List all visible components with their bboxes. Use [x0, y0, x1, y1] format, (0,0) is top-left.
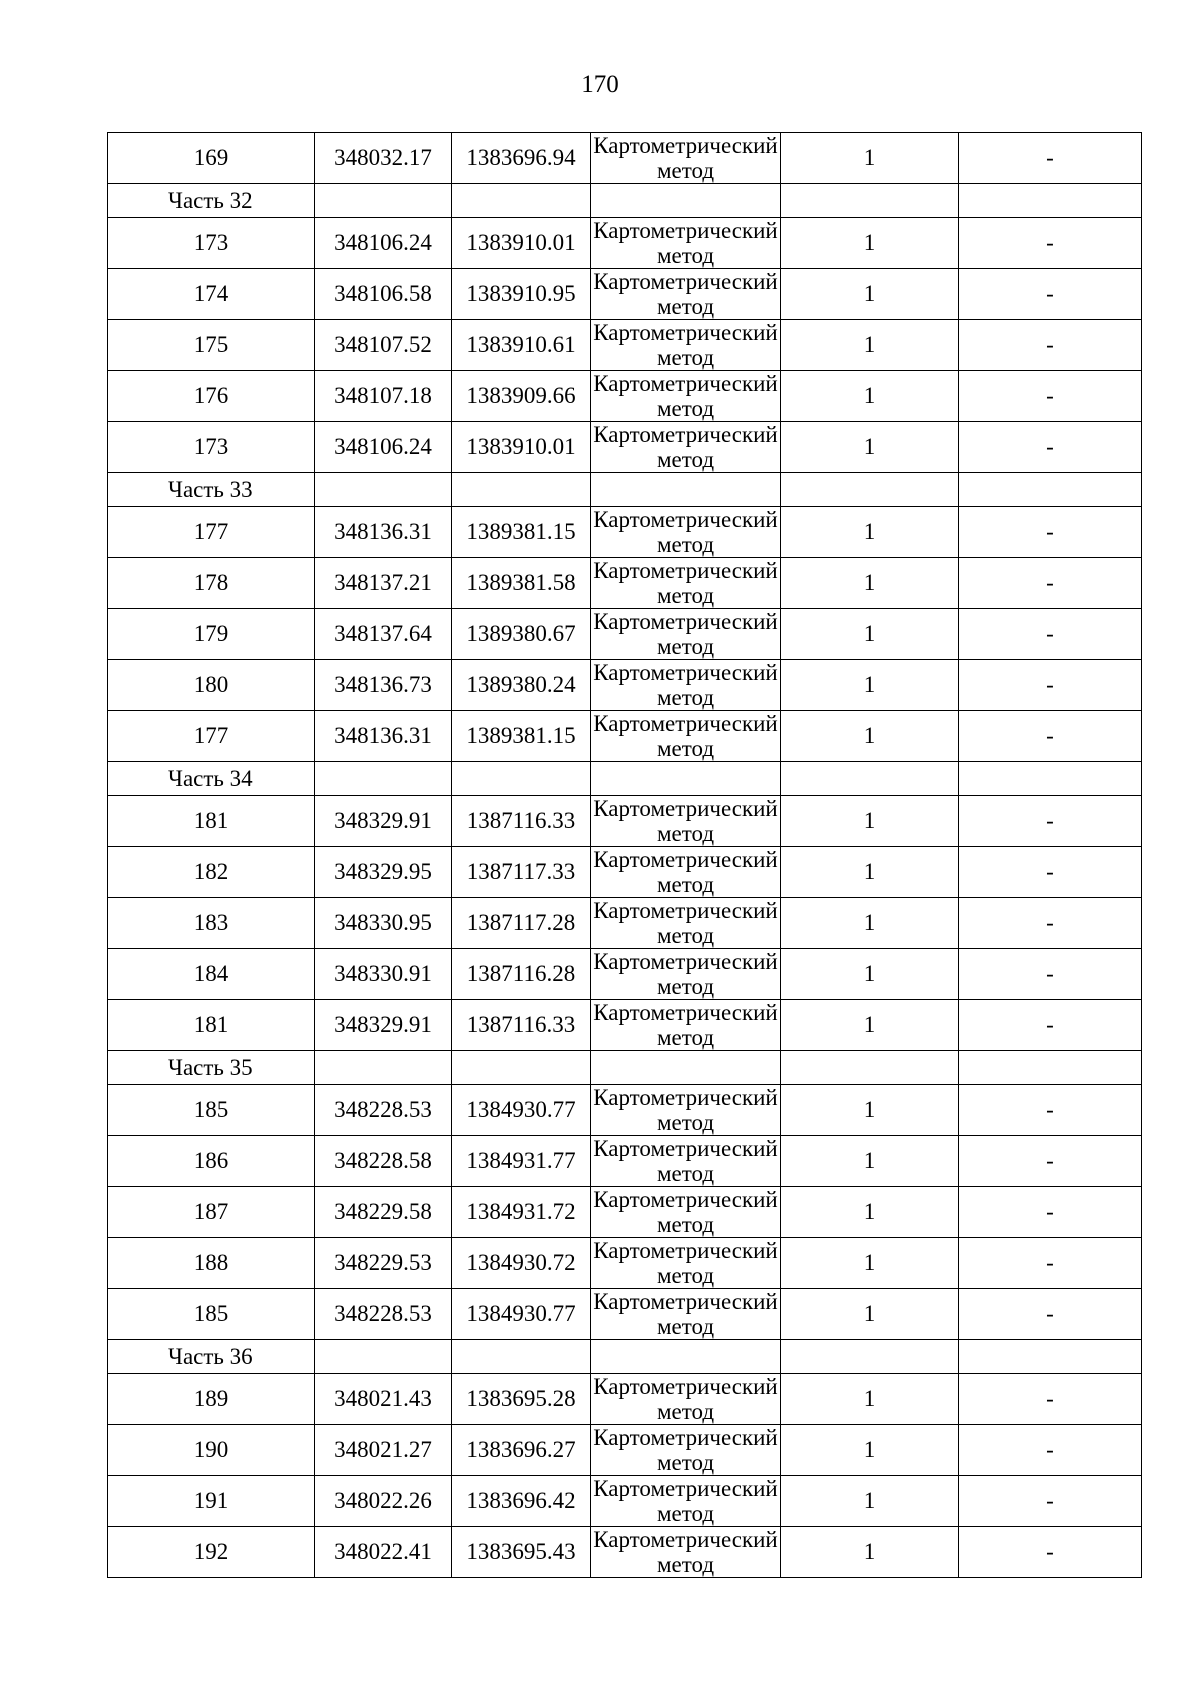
- method-text: Картометрический метод: [593, 949, 778, 999]
- method-cell: [591, 269, 781, 320]
- table-row: [108, 609, 1142, 660]
- table-row: [108, 1000, 1142, 1051]
- table-row: [108, 898, 1142, 949]
- y-coordinate-cell: 1387116.33: [452, 1000, 591, 1051]
- empty-cell: [315, 1051, 452, 1085]
- part-header-row: [108, 1051, 1142, 1085]
- empty-cell: [315, 1340, 452, 1374]
- point-number-cell: 177: [108, 711, 315, 762]
- point-number-cell: 180: [108, 660, 315, 711]
- method-cell: [591, 218, 781, 269]
- method-text: Картометрический метод: [593, 1289, 778, 1339]
- empty-cell: [959, 473, 1142, 507]
- table-row: [108, 218, 1142, 269]
- x-coordinate-cell: 348136.31: [315, 711, 452, 762]
- accuracy-cell: 1: [781, 320, 959, 371]
- y-coordinate-cell: 1384930.77: [452, 1289, 591, 1340]
- note-cell: -: [959, 898, 1142, 949]
- part-label: Часть 32: [108, 184, 315, 218]
- part-header-row: [108, 473, 1142, 507]
- accuracy-cell: 1: [781, 507, 959, 558]
- note-cell: -: [959, 1289, 1142, 1340]
- part-header-row: [108, 762, 1142, 796]
- method-text: Картометрический метод: [593, 507, 778, 557]
- accuracy-cell: 1: [781, 1476, 959, 1527]
- note-cell: -: [959, 660, 1142, 711]
- method-cell: [591, 1289, 781, 1340]
- point-number-cell: 188: [108, 1238, 315, 1289]
- y-coordinate-cell: 1383695.28: [452, 1374, 591, 1425]
- x-coordinate-cell: 348137.21: [315, 558, 452, 609]
- note-cell: -: [959, 1136, 1142, 1187]
- table-row: [108, 558, 1142, 609]
- y-coordinate-cell: 1389381.58: [452, 558, 591, 609]
- empty-cell: [452, 762, 591, 796]
- accuracy-cell: 1: [781, 1085, 959, 1136]
- accuracy-cell: 1: [781, 218, 959, 269]
- empty-cell: [781, 473, 959, 507]
- point-number-cell: 192: [108, 1527, 315, 1578]
- table-row: [108, 1136, 1142, 1187]
- accuracy-cell: 1: [781, 949, 959, 1000]
- page-number: 170: [581, 71, 619, 98]
- x-coordinate-cell: 348330.95: [315, 898, 452, 949]
- note-cell: -: [959, 609, 1142, 660]
- point-number-cell: 173: [108, 218, 315, 269]
- y-coordinate-cell: 1389380.67: [452, 609, 591, 660]
- point-number-cell: 181: [108, 796, 315, 847]
- y-coordinate-cell: 1389380.24: [452, 660, 591, 711]
- method-cell: [591, 796, 781, 847]
- y-coordinate-cell: 1387116.28: [452, 949, 591, 1000]
- method-cell: [591, 949, 781, 1000]
- method-cell: [591, 660, 781, 711]
- table-row: [108, 1085, 1142, 1136]
- empty-cell: [315, 762, 452, 796]
- part-header-row: [108, 184, 1142, 218]
- note-cell: -: [959, 507, 1142, 558]
- method-text: Картометрический метод: [593, 1476, 778, 1526]
- x-coordinate-cell: 348329.95: [315, 847, 452, 898]
- empty-cell: [781, 1051, 959, 1085]
- accuracy-cell: 1: [781, 898, 959, 949]
- x-coordinate-cell: 348228.53: [315, 1085, 452, 1136]
- table-row: [108, 1476, 1142, 1527]
- point-number-cell: 182: [108, 847, 315, 898]
- x-coordinate-cell: 348106.58: [315, 269, 452, 320]
- accuracy-cell: 1: [781, 1187, 959, 1238]
- x-coordinate-cell: 348137.64: [315, 609, 452, 660]
- empty-cell: [591, 1340, 781, 1374]
- method-text: Картометрический метод: [593, 218, 778, 268]
- coordinates-table: [107, 132, 1142, 1578]
- part-header-row: [108, 1340, 1142, 1374]
- point-number-cell: 174: [108, 269, 315, 320]
- note-cell: -: [959, 1476, 1142, 1527]
- method-cell: [591, 898, 781, 949]
- x-coordinate-cell: 348032.17: [315, 133, 452, 184]
- table-row: [108, 1374, 1142, 1425]
- point-number-cell: 183: [108, 898, 315, 949]
- y-coordinate-cell: 1383910.61: [452, 320, 591, 371]
- empty-cell: [591, 1051, 781, 1085]
- table-row: [108, 847, 1142, 898]
- method-text: Картометрический метод: [593, 796, 778, 846]
- method-text: Картометрический метод: [593, 1085, 778, 1135]
- note-cell: -: [959, 1000, 1142, 1051]
- empty-cell: [452, 1051, 591, 1085]
- method-cell: [591, 1527, 781, 1578]
- empty-cell: [781, 762, 959, 796]
- part-label: Часть 33: [108, 473, 315, 507]
- x-coordinate-cell: 348022.41: [315, 1527, 452, 1578]
- method-cell: [591, 1238, 781, 1289]
- method-cell: [591, 1085, 781, 1136]
- x-coordinate-cell: 348228.58: [315, 1136, 452, 1187]
- note-cell: -: [959, 711, 1142, 762]
- method-text: Картометрический метод: [593, 1238, 778, 1288]
- y-coordinate-cell: 1383695.43: [452, 1527, 591, 1578]
- x-coordinate-cell: 348136.31: [315, 507, 452, 558]
- note-cell: -: [959, 1425, 1142, 1476]
- method-text: Картометрический метод: [593, 269, 778, 319]
- accuracy-cell: 1: [781, 1238, 959, 1289]
- note-cell: -: [959, 796, 1142, 847]
- note-cell: -: [959, 133, 1142, 184]
- empty-cell: [959, 1340, 1142, 1374]
- y-coordinate-cell: 1389381.15: [452, 711, 591, 762]
- method-cell: [591, 422, 781, 473]
- empty-cell: [781, 184, 959, 218]
- method-cell: [591, 1476, 781, 1527]
- table-row: [108, 711, 1142, 762]
- empty-cell: [959, 762, 1142, 796]
- point-number-cell: 184: [108, 949, 315, 1000]
- point-number-cell: 187: [108, 1187, 315, 1238]
- accuracy-cell: 1: [781, 371, 959, 422]
- y-coordinate-cell: 1389381.15: [452, 507, 591, 558]
- accuracy-cell: 1: [781, 711, 959, 762]
- table-row: [108, 1289, 1142, 1340]
- empty-cell: [452, 1340, 591, 1374]
- accuracy-cell: 1: [781, 269, 959, 320]
- y-coordinate-cell: 1384931.72: [452, 1187, 591, 1238]
- empty-cell: [452, 184, 591, 218]
- note-cell: -: [959, 371, 1142, 422]
- x-coordinate-cell: 348329.91: [315, 1000, 452, 1051]
- y-coordinate-cell: 1387117.33: [452, 847, 591, 898]
- x-coordinate-cell: 348229.58: [315, 1187, 452, 1238]
- accuracy-cell: 1: [781, 133, 959, 184]
- x-coordinate-cell: 348021.27: [315, 1425, 452, 1476]
- point-number-cell: 185: [108, 1289, 315, 1340]
- table-row: [108, 1238, 1142, 1289]
- accuracy-cell: 1: [781, 422, 959, 473]
- table-row: [108, 1187, 1142, 1238]
- method-text: Картометрический метод: [593, 660, 778, 710]
- note-cell: -: [959, 847, 1142, 898]
- method-text: Картометрический метод: [593, 1136, 778, 1186]
- empty-cell: [959, 1051, 1142, 1085]
- empty-cell: [591, 184, 781, 218]
- table-row: [108, 1527, 1142, 1578]
- accuracy-cell: 1: [781, 609, 959, 660]
- method-cell: [591, 609, 781, 660]
- accuracy-cell: 1: [781, 1425, 959, 1476]
- x-coordinate-cell: 348106.24: [315, 218, 452, 269]
- empty-cell: [452, 473, 591, 507]
- point-number-cell: 190: [108, 1425, 315, 1476]
- note-cell: -: [959, 1187, 1142, 1238]
- table-row: [108, 371, 1142, 422]
- point-number-cell: 176: [108, 371, 315, 422]
- point-number-cell: 181: [108, 1000, 315, 1051]
- accuracy-cell: 1: [781, 1289, 959, 1340]
- note-cell: -: [959, 269, 1142, 320]
- table-row: [108, 949, 1142, 1000]
- empty-cell: [959, 184, 1142, 218]
- note-cell: -: [959, 1527, 1142, 1578]
- note-cell: -: [959, 1374, 1142, 1425]
- point-number-cell: 189: [108, 1374, 315, 1425]
- method-text: Картометрический метод: [593, 711, 778, 761]
- part-label: Часть 34: [108, 762, 315, 796]
- point-number-cell: 179: [108, 609, 315, 660]
- method-text: Картометрический метод: [593, 609, 778, 659]
- method-text: Картометрический метод: [593, 898, 778, 948]
- x-coordinate-cell: 348106.24: [315, 422, 452, 473]
- y-coordinate-cell: 1384930.77: [452, 1085, 591, 1136]
- table-row: [108, 796, 1142, 847]
- point-number-cell: 173: [108, 422, 315, 473]
- method-text: Картометрический метод: [593, 133, 778, 183]
- accuracy-cell: 1: [781, 796, 959, 847]
- accuracy-cell: 1: [781, 660, 959, 711]
- x-coordinate-cell: 348136.73: [315, 660, 452, 711]
- y-coordinate-cell: 1384930.72: [452, 1238, 591, 1289]
- method-cell: [591, 1374, 781, 1425]
- note-cell: -: [959, 422, 1142, 473]
- point-number-cell: 177: [108, 507, 315, 558]
- point-number-cell: 169: [108, 133, 315, 184]
- x-coordinate-cell: 348107.18: [315, 371, 452, 422]
- y-coordinate-cell: 1387117.28: [452, 898, 591, 949]
- table-row: [108, 422, 1142, 473]
- point-number-cell: 186: [108, 1136, 315, 1187]
- method-text: Картометрический метод: [593, 1187, 778, 1237]
- point-number-cell: 191: [108, 1476, 315, 1527]
- table-row: [108, 660, 1142, 711]
- accuracy-cell: 1: [781, 1527, 959, 1578]
- note-cell: -: [959, 1085, 1142, 1136]
- y-coordinate-cell: 1383696.42: [452, 1476, 591, 1527]
- method-text: Картометрический метод: [593, 1425, 778, 1475]
- method-text: Картометрический метод: [593, 1000, 778, 1050]
- method-text: Картометрический метод: [593, 1527, 778, 1577]
- table-row: [108, 269, 1142, 320]
- method-cell: [591, 133, 781, 184]
- note-cell: -: [959, 320, 1142, 371]
- method-cell: [591, 507, 781, 558]
- y-coordinate-cell: 1383909.66: [452, 371, 591, 422]
- table-row: [108, 133, 1142, 184]
- method-text: Картометрический метод: [593, 1374, 778, 1424]
- table-body: [108, 133, 1142, 1578]
- accuracy-cell: 1: [781, 558, 959, 609]
- method-cell: [591, 1425, 781, 1476]
- method-cell: [591, 1136, 781, 1187]
- x-coordinate-cell: 348107.52: [315, 320, 452, 371]
- empty-cell: [781, 1340, 959, 1374]
- x-coordinate-cell: 348329.91: [315, 796, 452, 847]
- accuracy-cell: 1: [781, 1136, 959, 1187]
- method-text: Картометрический метод: [593, 422, 778, 472]
- method-cell: [591, 558, 781, 609]
- y-coordinate-cell: 1384931.77: [452, 1136, 591, 1187]
- note-cell: -: [959, 218, 1142, 269]
- y-coordinate-cell: 1383910.01: [452, 422, 591, 473]
- empty-cell: [315, 184, 452, 218]
- point-number-cell: 185: [108, 1085, 315, 1136]
- accuracy-cell: 1: [781, 1000, 959, 1051]
- note-cell: -: [959, 949, 1142, 1000]
- x-coordinate-cell: 348330.91: [315, 949, 452, 1000]
- y-coordinate-cell: 1387116.33: [452, 796, 591, 847]
- method-cell: [591, 371, 781, 422]
- method-text: Картометрический метод: [593, 320, 778, 370]
- method-cell: [591, 711, 781, 762]
- method-cell: [591, 1187, 781, 1238]
- table-row: [108, 320, 1142, 371]
- method-text: Картометрический метод: [593, 558, 778, 608]
- y-coordinate-cell: 1383696.94: [452, 133, 591, 184]
- method-cell: [591, 320, 781, 371]
- part-label: Часть 36: [108, 1340, 315, 1374]
- point-number-cell: 178: [108, 558, 315, 609]
- empty-cell: [591, 762, 781, 796]
- x-coordinate-cell: 348229.53: [315, 1238, 452, 1289]
- point-number-cell: 175: [108, 320, 315, 371]
- accuracy-cell: 1: [781, 1374, 959, 1425]
- method-text: Картометрический метод: [593, 847, 778, 897]
- x-coordinate-cell: 348228.53: [315, 1289, 452, 1340]
- part-label: Часть 35: [108, 1051, 315, 1085]
- note-cell: -: [959, 1238, 1142, 1289]
- note-cell: -: [959, 558, 1142, 609]
- method-cell: [591, 1000, 781, 1051]
- y-coordinate-cell: 1383910.01: [452, 218, 591, 269]
- empty-cell: [591, 473, 781, 507]
- table-row: [108, 507, 1142, 558]
- accuracy-cell: 1: [781, 847, 959, 898]
- x-coordinate-cell: 348022.26: [315, 1476, 452, 1527]
- y-coordinate-cell: 1383910.95: [452, 269, 591, 320]
- method-text: Картометрический метод: [593, 371, 778, 421]
- method-cell: [591, 847, 781, 898]
- y-coordinate-cell: 1383696.27: [452, 1425, 591, 1476]
- table-row: [108, 1425, 1142, 1476]
- empty-cell: [315, 473, 452, 507]
- x-coordinate-cell: 348021.43: [315, 1374, 452, 1425]
